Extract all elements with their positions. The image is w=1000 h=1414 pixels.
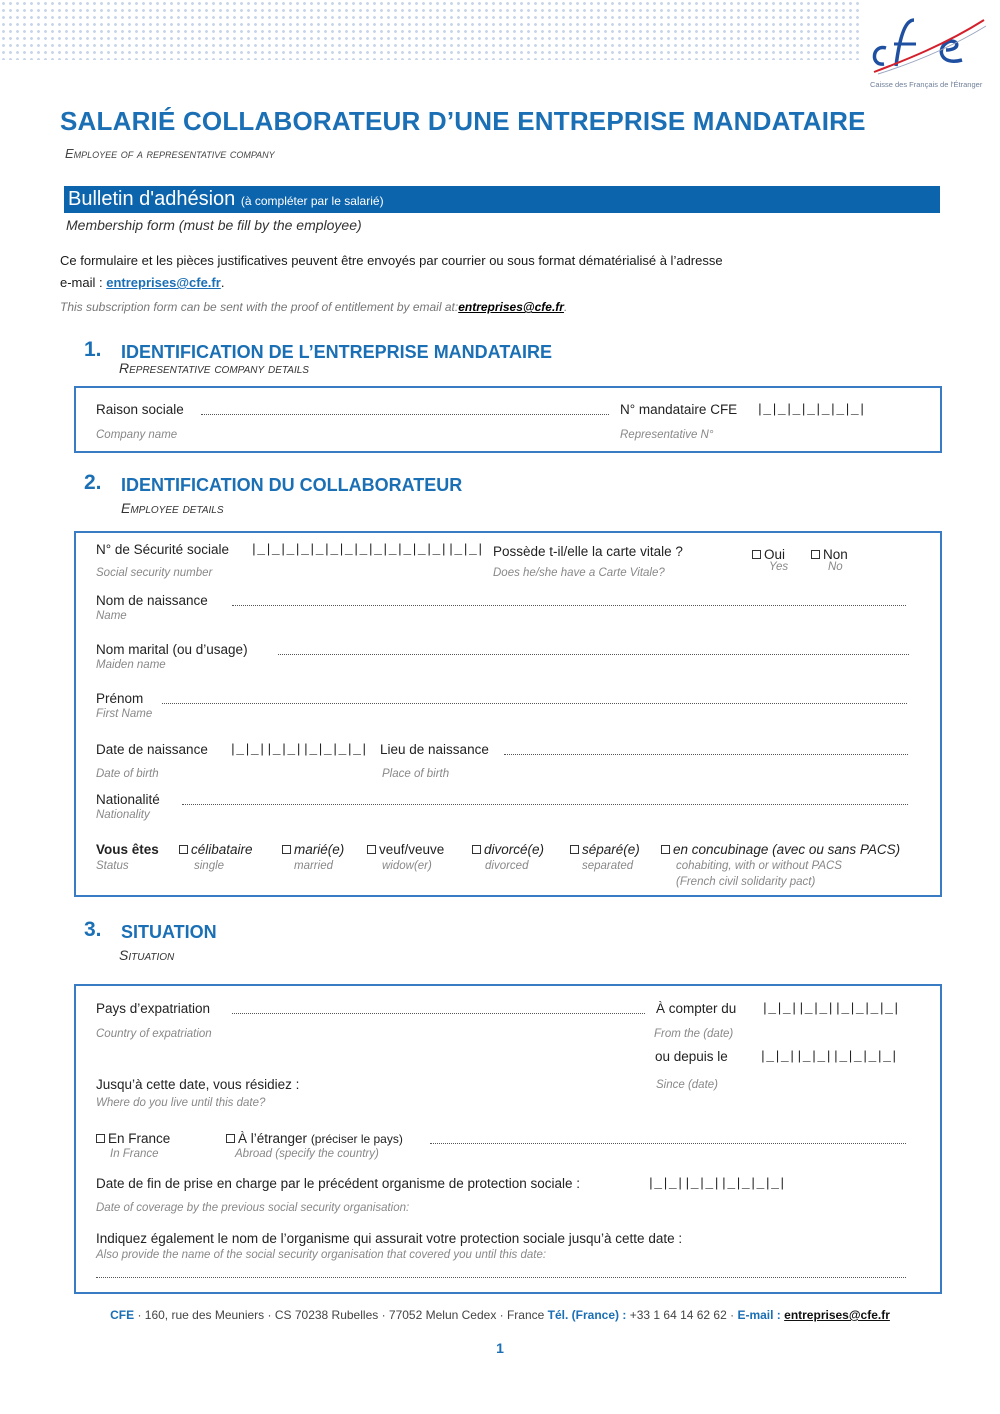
banner-note: (à compléter par le salarié)	[240, 194, 384, 208]
intro-english	[60, 300, 567, 314]
footer-tel: +33 1 64 14 62 62 ·	[626, 1308, 738, 1322]
in-france-checkbox[interactable]	[96, 1134, 105, 1143]
organisation-english: Also provide the name of the social security organisation that covered you until this date:	[96, 1249, 547, 1261]
marital-name-label: Nom marital (ou d’usage)	[96, 642, 248, 657]
marital-name-field[interactable]	[278, 654, 909, 655]
section-3-number: 3.	[84, 918, 102, 941]
section-2-box	[74, 531, 942, 897]
from-date-field[interactable]: |_|_||_|_||_|_|_|_|	[761, 1001, 900, 1016]
marital-name-english: Maiden name	[96, 659, 166, 671]
company-name-label: Raison sociale	[96, 402, 184, 417]
coverage-end-english: Date of coverage by the previous social security organisation:	[96, 1202, 410, 1214]
footer-email-link[interactable]: entreprises@cfe.fr	[784, 1308, 890, 1322]
status-married-label: marié(e)	[294, 842, 345, 857]
status-divorced-english: divorced	[485, 860, 529, 872]
first-name-label: Prénom	[96, 691, 144, 706]
pob-english: Place of birth	[382, 768, 450, 780]
section-2-subtitle: Employee details	[121, 500, 224, 516]
organisation-label: Indiquez également le nom de l’organisme qui assurait votre protection sociale jusqu’à cette date :	[96, 1231, 683, 1246]
company-name-english: Company name	[96, 429, 178, 441]
lived-english: Where do you live until this date?	[96, 1097, 266, 1109]
birth-name-english: Name	[96, 610, 127, 622]
status-cohabiting-english-2: (French civil solidarity pact)	[676, 876, 816, 888]
vitale-no-english: No	[828, 561, 843, 573]
since-date-english: Since (date)	[656, 1079, 719, 1091]
dob-field[interactable]: |_|_||_|_||_|_|_|_|	[229, 742, 368, 757]
vitale-yes-english: Yes	[769, 561, 789, 573]
in-france-english: In France	[110, 1148, 159, 1160]
vitale-oui-checkbox[interactable]	[752, 550, 761, 559]
company-name-field[interactable]	[201, 414, 609, 415]
in-france-label: En France	[108, 1131, 171, 1146]
country-field[interactable]	[232, 1013, 645, 1014]
intro-email-suffix: .	[220, 275, 225, 290]
status-divorced-checkbox[interactable]	[472, 845, 481, 854]
status-widow-english: widow(er)	[382, 860, 432, 872]
abroad-english: Abroad (specify the country)	[235, 1148, 379, 1160]
footer-cfe: CFE	[110, 1308, 135, 1322]
coverage-end-field[interactable]: |_|_||_|_||_|_|_|_|	[647, 1176, 786, 1191]
status-single-checkbox[interactable]	[179, 845, 188, 854]
mandataire-number-field[interactable]: |_|_|_|_|_|_|_|	[756, 402, 866, 417]
cfe-logo	[866, 14, 990, 94]
dob-english: Date of birth	[96, 768, 159, 780]
status-label: Vous êtes	[96, 842, 159, 857]
country-label: Pays d’expatriation	[96, 1001, 211, 1016]
ssn-field[interactable]: |_|_|_|_|_|_|_|_|_|_|_|_|_||_|_|	[250, 542, 484, 557]
abroad-label: À l’étranger	[238, 1131, 308, 1146]
abroad-note: (préciser le pays)	[310, 1132, 403, 1146]
birth-name-label: Nom de naissance	[96, 593, 208, 608]
section-1-title: IDENTIFICATION DE L’ENTREPRISE MANDATAIRE	[121, 342, 553, 362]
status-single-english: single	[194, 860, 225, 872]
footer	[0, 1308, 1000, 1322]
intro-email-link[interactable]: entreprises@cfe.fr	[106, 275, 221, 290]
in-france-option[interactable]	[96, 1131, 170, 1146]
vitale-english: Does he/she have a Carte Vitale?	[493, 567, 665, 579]
section-3-title: SITUATION	[121, 922, 217, 942]
abroad-checkbox[interactable]	[226, 1134, 235, 1143]
status-divorced-label: divorcé(e)	[484, 842, 545, 857]
status-single-option[interactable]	[179, 842, 253, 857]
vitale-oui-label: Oui	[764, 547, 786, 562]
status-separated-checkbox[interactable]	[570, 845, 579, 854]
section-2-title: IDENTIFICATION DU COLLABORATEUR	[121, 475, 463, 495]
vitale-non-option[interactable]	[811, 547, 848, 562]
abroad-country-field[interactable]	[430, 1143, 906, 1144]
page-subtitle: Employee of a representative company	[65, 146, 275, 161]
nationality-label: Nationalité	[96, 792, 160, 807]
dob-label: Date de naissance	[96, 742, 208, 757]
ssn-label: N° de Sécurité sociale	[96, 542, 229, 557]
footer-tel-label: Tél. (France) :	[547, 1308, 627, 1322]
vitale-oui-option[interactable]	[752, 547, 785, 562]
status-widow-option[interactable]	[367, 842, 444, 857]
first-name-field[interactable]	[162, 703, 907, 704]
status-married-checkbox[interactable]	[282, 845, 291, 854]
status-cohabiting-label: en concubinage (avec ou sans PACS)	[673, 842, 901, 857]
lived-label: Jusqu’à cette date, vous résidiez :	[96, 1077, 300, 1092]
birth-name-field[interactable]	[232, 605, 906, 606]
status-cohabiting-checkbox[interactable]	[661, 845, 670, 854]
cfe-logo-mark	[866, 14, 990, 80]
page-number: 1	[496, 1340, 504, 1356]
status-married-option[interactable]	[282, 842, 344, 857]
from-date-label: À compter du	[656, 1001, 737, 1016]
intro-line-1: Ce formulaire et les pièces justificatives peuvent être envoyés par courrier ou sous format dématérialisé à l’adresse	[60, 253, 723, 268]
status-single-label: célibataire	[191, 842, 253, 857]
organisation-field[interactable]	[96, 1277, 906, 1278]
vitale-non-checkbox[interactable]	[811, 550, 820, 559]
status-separated-english: separated	[582, 860, 634, 872]
banner-title: Bulletin d'adhésion	[68, 188, 236, 210]
mandataire-english: Representative N°	[620, 429, 714, 441]
status-widow-label: veuf/veuve	[379, 842, 445, 857]
logo-caption: Caisse des Français de l'Étranger	[870, 80, 983, 89]
footer-address: · 160, rue des Meuniers · CS 70238 Rubelles · 77052 Melun Cedex · France	[134, 1308, 548, 1322]
header-dot-pattern	[0, 0, 860, 60]
section-3-box	[74, 984, 942, 1294]
first-name-english: First Name	[96, 708, 153, 720]
section-3-subtitle: Situation	[119, 947, 175, 963]
intro-english-email-link[interactable]: entreprises@cfe.fr	[458, 300, 564, 314]
section-1-subtitle: Representative company details	[119, 360, 309, 376]
status-widow-checkbox[interactable]	[367, 845, 376, 854]
mandataire-label: N° mandataire CFE	[620, 402, 738, 417]
since-date-label: ou depuis le	[655, 1049, 728, 1064]
intro-english-suffix: .	[563, 300, 568, 314]
status-separated-label: séparé(e)	[582, 842, 640, 857]
ssn-english: Social security number	[96, 567, 213, 579]
section-1-box	[74, 386, 942, 453]
section-2-number: 2.	[84, 471, 102, 494]
abroad-option[interactable]	[226, 1131, 403, 1146]
since-date-field[interactable]: |_|_||_|_||_|_|_|_|	[759, 1049, 898, 1064]
banner-english: Membership form (must be fill by the employee)	[66, 217, 362, 233]
vitale-label: Possède t-il/elle la carte vitale ?	[493, 544, 683, 559]
status-cohabiting-option[interactable]	[661, 842, 900, 857]
from-date-english: From the (date)	[654, 1028, 734, 1040]
pob-label: Lieu de naissance	[380, 742, 489, 757]
status-english: Status	[96, 860, 129, 872]
intro-email-prefix: e-mail :	[60, 275, 103, 290]
status-cohabiting-english: cohabiting, with or without PACS	[676, 860, 842, 872]
page-title: SALARIÉ COLLABORATEUR D’UNE ENTREPRISE MANDATAIRE	[60, 106, 866, 136]
intro-english-prefix: This subscription form can be sent with the proof of entitlement by email at:	[60, 300, 459, 314]
vitale-non-label: Non	[823, 547, 848, 562]
nationality-field[interactable]	[182, 804, 908, 805]
footer-email-label: E-mail :	[737, 1308, 781, 1322]
nationality-english: Nationality	[96, 809, 150, 821]
intro-line-2	[60, 275, 224, 290]
form-banner	[64, 186, 940, 213]
status-separated-option[interactable]	[570, 842, 640, 857]
status-married-english: married	[294, 860, 333, 872]
status-divorced-option[interactable]	[472, 842, 544, 857]
country-english: Country of expatriation	[96, 1028, 212, 1040]
pob-field[interactable]	[504, 754, 908, 755]
coverage-end-label: Date de fin de prise en charge par le précédent organisme de protection sociale :	[96, 1176, 581, 1191]
section-1-number: 1.	[84, 338, 102, 361]
